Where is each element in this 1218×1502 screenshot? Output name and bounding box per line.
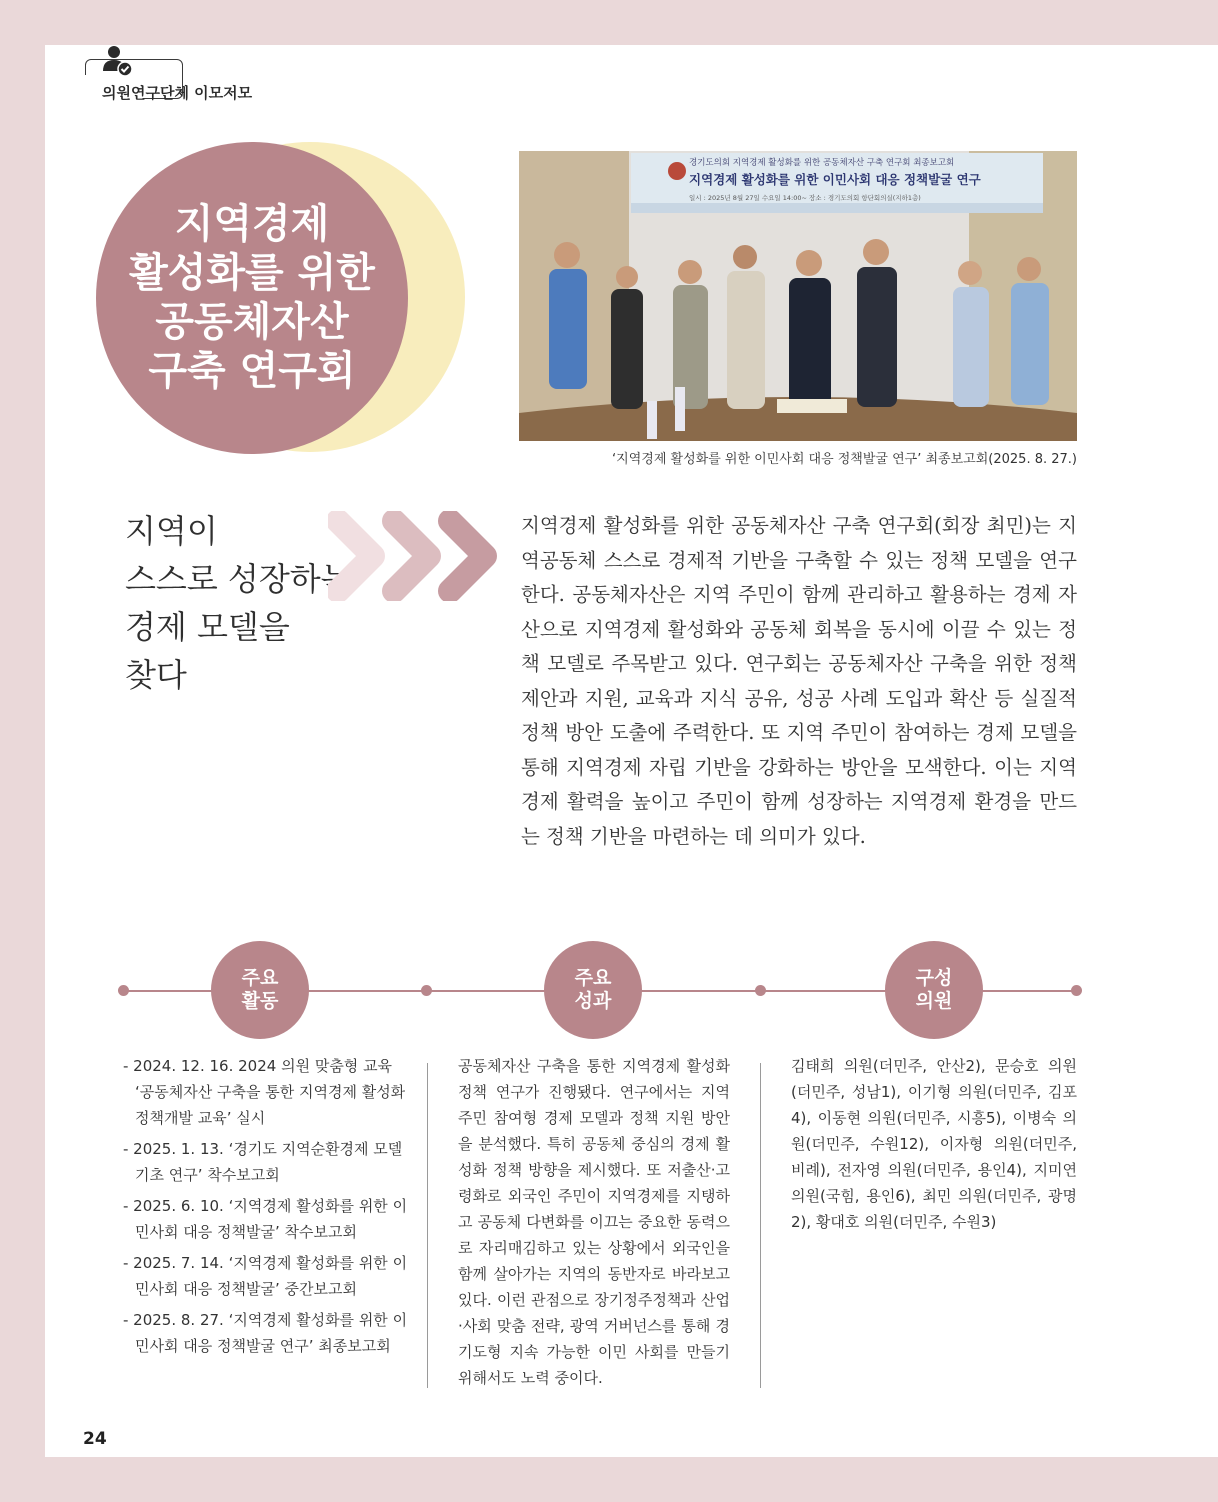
group-photo-illustration bbox=[519, 151, 1077, 441]
timeline-dot bbox=[1071, 985, 1082, 996]
timeline-dot bbox=[118, 985, 129, 996]
page-number: 24 bbox=[83, 1429, 107, 1449]
activity-item: - 2025. 7. 14. ‘지역경제 활성화를 위한 이민사회 대응 정책발굴’ 중간보고회 bbox=[123, 1254, 408, 1298]
column-divider bbox=[427, 1063, 428, 1388]
person-check-icon bbox=[101, 45, 135, 77]
chevrons-icon bbox=[328, 511, 500, 601]
results-text: 공동체자산 구축을 통한 지역경제 활성화 정책 연구가 진행됐다. 연구에서는 지역 주민 참여형 경제 모델과 정책 지원 방안을 분석했다. 특히 공동체 중심의 경제 활성화 정책 방향을 제시했다. 또 저출산·고령화로 외국인 주민이 지역경제를 지탱하고 공동체 다변화를 이끄는 중요한 동력으로 자리매김하고 있는 상황에서 외국인을 함께 살아가는 지역의 동반자로 바라보고 있다. 이런 관점으로 장기정주정책과 산업·사회 맞춤 전략, 광역 거버넌스를 통해 경기도형 지속 가능한 이민 사회를 만들기 위해서도 노력 중이다. bbox=[458, 1057, 730, 1387]
members-text: 김태희 의원(더민주, 안산2), 문승호 의원(더민주, 성남1), 이기형 의원(더민주, 김포4), 이동현 의원(더민주, 시흥5), 이병숙 의원(더민주, 수원12), 이자형 의원(더민주, 비례), 전자영 의원(더민주, 용인4), 지미연 의원(국힘, 용인6), 최민 의원(더민주, 광명2), 황대호 의원(더민주, 수원3) bbox=[791, 1057, 1077, 1231]
section-label: 의원연구단체 이모저모 bbox=[102, 84, 253, 102]
badge-activities: 주요 활동 bbox=[211, 941, 309, 1039]
magazine-page bbox=[45, 45, 1218, 1457]
column-divider bbox=[760, 1063, 761, 1388]
activity-item: - 2024. 12. 16. 2024 의원 맞춤형 교육 ‘공동체자산 구축을 통한 지역경제 활성화 정책개발 교육’ 실시 bbox=[123, 1057, 406, 1127]
badge-results: 주요 성과 bbox=[544, 941, 642, 1039]
badge-members: 구성 의원 bbox=[885, 941, 983, 1039]
activity-item: - 2025. 8. 27. ‘지역경제 활성화를 위한 이민사회 대응 정책발굴 연구’ 최종보고회 bbox=[123, 1311, 408, 1355]
banner-line2: 지역경제 활성화를 위한 이민사회 대응 정책발굴 연구 bbox=[689, 172, 981, 187]
activity-item: - 2025. 6. 10. ‘지역경제 활성화를 위한 이민사회 대응 정책발굴’ 착수보고회 bbox=[123, 1197, 408, 1241]
tagline: 지역이 스스로 성장하는 경제 모델을 찾다 bbox=[125, 512, 352, 694]
banner-line3: 일시 : 2025년 8월 27일 수요일 14:00~ 장소 : 경기도의회 항단회의실(지하1층) bbox=[689, 194, 921, 202]
group-photo bbox=[519, 151, 1077, 441]
activity-item: - 2025. 1. 13. ‘경기도 지역순환경제 모델 기초 연구’ 착수보고회 bbox=[123, 1140, 403, 1184]
photo-caption: ‘지역경제 활성화를 위한 이민사회 대응 정책발굴 연구’ 최종보고회(2025. 8. 27.) bbox=[612, 452, 1077, 467]
activities-list bbox=[123, 1053, 415, 1364]
title-circle bbox=[96, 142, 408, 454]
page-title: 지역경제 활성화를 위한 공동체자산 구축 연구회 bbox=[129, 201, 375, 394]
banner-line1: 경기도의회 지역경제 활성화를 위한 공동체자산 구축 연구회 최종보고회 bbox=[689, 158, 955, 168]
timeline-dot bbox=[755, 985, 766, 996]
timeline-dot bbox=[421, 985, 432, 996]
intro-paragraph: 지역경제 활성화를 위한 공동체자산 구축 연구회(회장 최민)는 지역공동체 스스로 경제적 기반을 구축할 수 있는 정책 모델을 연구한다. 공동체자산은 지역 주민이 함께 관리하고 활용하는 경제 자산으로 지역경제 활성화와 공동체 회복을 동시에 이끌 수 있는 정책 모델로 주목받고 있다. 연구회는 공동체자산 구축을 위한 정책 제안과 지원, 교육과 지식 공유, 성공 사례 도입과 확산 등 실질적 정책 방안 도출에 주력한다. 또 지역 주민이 참여하는 경제 모델을 통해 지역경제 자립 기반을 강화하는 방안을 모색한다. 이는 지역경제 활력을 높이고 주민이 함께 성장하는 지역경제 환경을 만드는 정책 기반을 마련하는 데 의미가 있다. bbox=[521, 514, 1077, 848]
